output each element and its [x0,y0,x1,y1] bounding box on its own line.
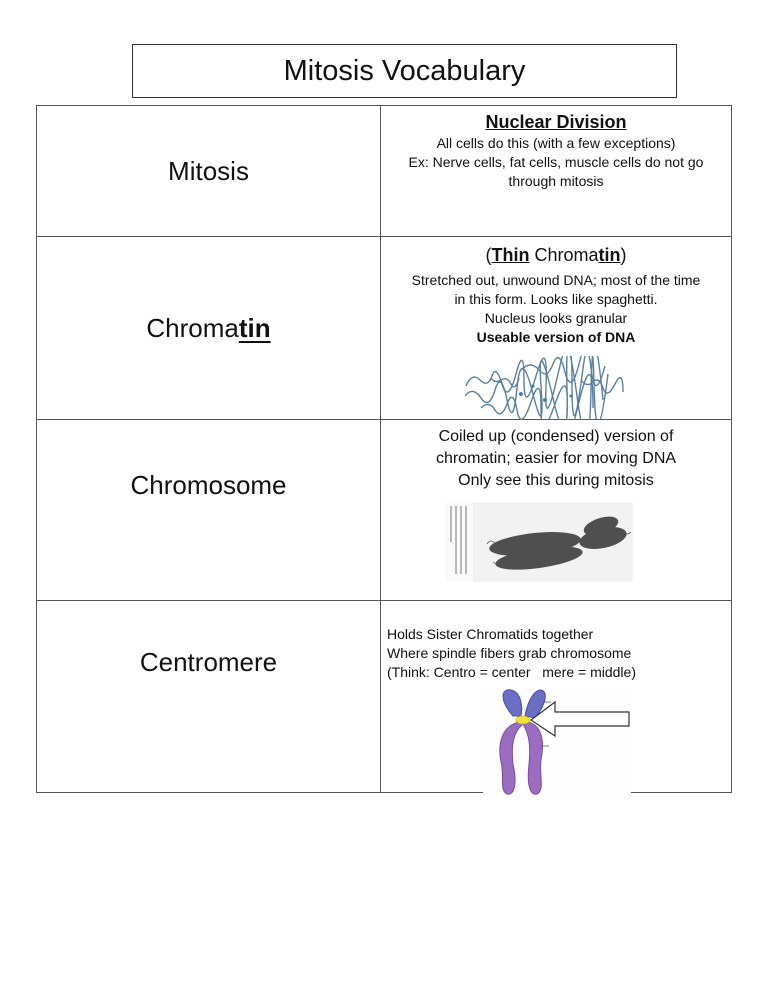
definition-line: Where spindle fibers grab chromosome [387,645,632,661]
definition-cell [381,237,732,420]
table-row-chromatin [37,237,732,420]
definition-cell [381,106,732,237]
term-cell [37,420,381,601]
definition-line: Stretched out, unwound DNA; most of the time in this form. Looks like spaghetti. [411,272,701,307]
term-chromatin: Chromatin [146,313,271,343]
definition-line: (Think: Centro = center mere = middle) [387,664,636,680]
term-cell [37,237,381,420]
condensed-chromosome-micrograph [445,502,633,582]
definition-line: Ex: Nerve cells, fat cells, muscle cells do not go through mitosis [408,154,704,189]
page-title [132,44,677,98]
term-chromosome: Chromosome [130,470,287,500]
definition-cell [381,420,732,601]
term-centromere: Centromere [139,647,278,677]
table-row-mitosis [37,106,732,237]
term-mitosis: Mitosis [168,155,249,186]
micrograph-caption [445,502,473,582]
pointer-arrow-icon [531,702,629,736]
definition-line: Coiled up (condensed) version of chromatin; easier for moving DNA [435,428,677,467]
definition-heading: Nuclear Division [485,112,627,132]
term-cell [37,601,381,793]
definition-line: Only see this during mitosis [458,472,654,489]
chromatin-spaghetti-illustration [461,356,631,420]
definition-cell [381,601,732,793]
definition-key-point: Useable version of DNA [476,329,636,345]
table-row-chromosome [37,420,732,601]
definition-line: All cells do this (with a few exceptions) [436,135,676,151]
chromosome-centromere-diagram [483,686,631,796]
page-title-text: Mitosis Vocabulary [283,54,526,87]
vocabulary-table [36,105,732,793]
definition-heading: (Thin Chromatin) [485,245,627,265]
term-cell [37,106,381,237]
table-row-centromere [37,601,732,793]
definition-line: Holds Sister Chromatids together [387,626,594,642]
definition-line: Nucleus looks granular [484,310,628,326]
